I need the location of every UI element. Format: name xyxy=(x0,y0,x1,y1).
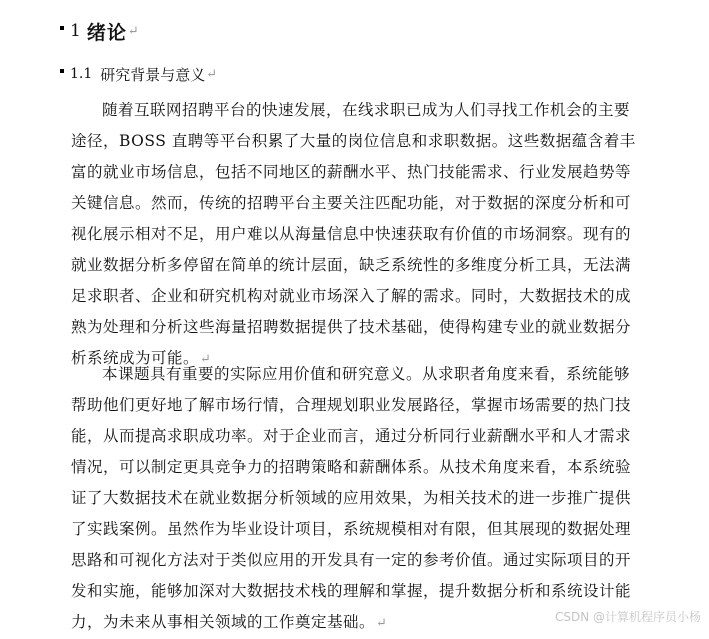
text-line-content: 熟为处理和分析这些海量招聘数据提供了技术基础，使得构建专业的就业数据分 xyxy=(71,318,632,336)
text-line xyxy=(71,514,631,545)
text-line-content: 就业数据分析多停留在简单的统计层面，缺乏系统性的多维度分析工具，无法满 xyxy=(71,256,632,274)
watermark: CSDN @计算机程序员小杨 xyxy=(554,610,701,624)
section-title: 研究背景与意义 xyxy=(100,65,206,84)
section-number: 1.1 xyxy=(70,66,93,82)
text-line-content: 富的就业市场信息，包括不同地区的薪酬水平、热门技能需求、行业发展趋势等 xyxy=(71,163,632,181)
text-line-content: 关键信息。然而，传统的招聘平台主要关注匹配功能，对于数据的深度分析和可 xyxy=(71,194,632,212)
text-line xyxy=(71,95,631,126)
text-line xyxy=(71,545,631,576)
text-line xyxy=(71,452,631,483)
text-line xyxy=(71,421,631,452)
text-line xyxy=(71,250,631,281)
text-line-content: 证了大数据技术在就业数据分析领域的应用效果，为相关技术的进一步推广提供 xyxy=(71,489,632,507)
chapter-heading[interactable] xyxy=(60,16,139,46)
section-heading[interactable] xyxy=(60,62,217,86)
paragraph-mark-icon: ↵ xyxy=(376,616,388,631)
text-line-content: 帮助他们更好地了解市场行情，合理规划职业发展路径，掌握市场需要的热门技 xyxy=(71,396,632,414)
body-paragraph-1[interactable] xyxy=(71,95,636,374)
text-line-content: 思路和可视化方法对于类似应用的开发具有一定的参考价值。通过实际项目的开 xyxy=(71,551,632,569)
text-line-content: 了实践案例。虽然作为毕业设计项目，系统规模相对有限，但其展现的数据处理 xyxy=(71,520,632,538)
text-line-content: 能，从而提高求职成功率。对于企业而言，通过分析同行业薪酬水平和人才需求 xyxy=(71,427,632,445)
text-line-content: 发和实施，能够加深对大数据技术栈的理解和掌握，提升数据分析和系统设计能 xyxy=(71,582,632,600)
text-line xyxy=(71,157,631,188)
paragraph-mark-icon: ↵ xyxy=(206,66,218,82)
paragraph-mark-icon: ↵ xyxy=(127,23,139,39)
list-bullet-icon xyxy=(60,26,64,30)
chapter-number: 1 xyxy=(70,21,81,41)
text-line xyxy=(71,126,636,157)
text-line-content: 途径，BOSS 直聘等平台积累了大量的岗位信息和求职数据。这些数据蕴含着丰 xyxy=(71,132,636,150)
text-line-content: 情况，可以制定更具竞争力的招聘策略和薪酬体系。从技术角度来看，本系统验 xyxy=(71,458,632,476)
paragraph-mark-icon: ↵ xyxy=(200,352,212,367)
text-line xyxy=(71,607,631,638)
text-line xyxy=(71,188,631,219)
body-paragraph-2[interactable] xyxy=(71,359,631,638)
chapter-title: 绪论 xyxy=(86,21,127,44)
list-bullet-icon xyxy=(60,69,64,73)
text-line xyxy=(71,359,631,390)
text-line xyxy=(71,281,631,312)
text-line-content: 视化展示相对不足，用户难以从海量信息中快速获取有价值的市场洞察。现有的 xyxy=(71,225,632,243)
text-line xyxy=(71,312,631,343)
text-line-content: 本课题具有重要的实际应用价值和研究意义。从求职者角度来看，系统能够 xyxy=(102,365,631,383)
text-line-content: 足求职者、企业和研究机构对就业市场深入了解的需求。同时，大数据技术的成 xyxy=(71,287,632,305)
text-line-content: 析系统成为可能。 xyxy=(71,349,200,367)
text-line xyxy=(71,483,631,514)
text-line xyxy=(71,219,631,250)
text-line-content: 力，为未来从事相关领域的工作奠定基础。 xyxy=(71,613,376,631)
text-line xyxy=(71,390,631,421)
text-line xyxy=(71,576,631,607)
text-line-content: 随着互联网招聘平台的快速发展，在线求职已成为人们寻找工作机会的主要 xyxy=(102,101,631,119)
